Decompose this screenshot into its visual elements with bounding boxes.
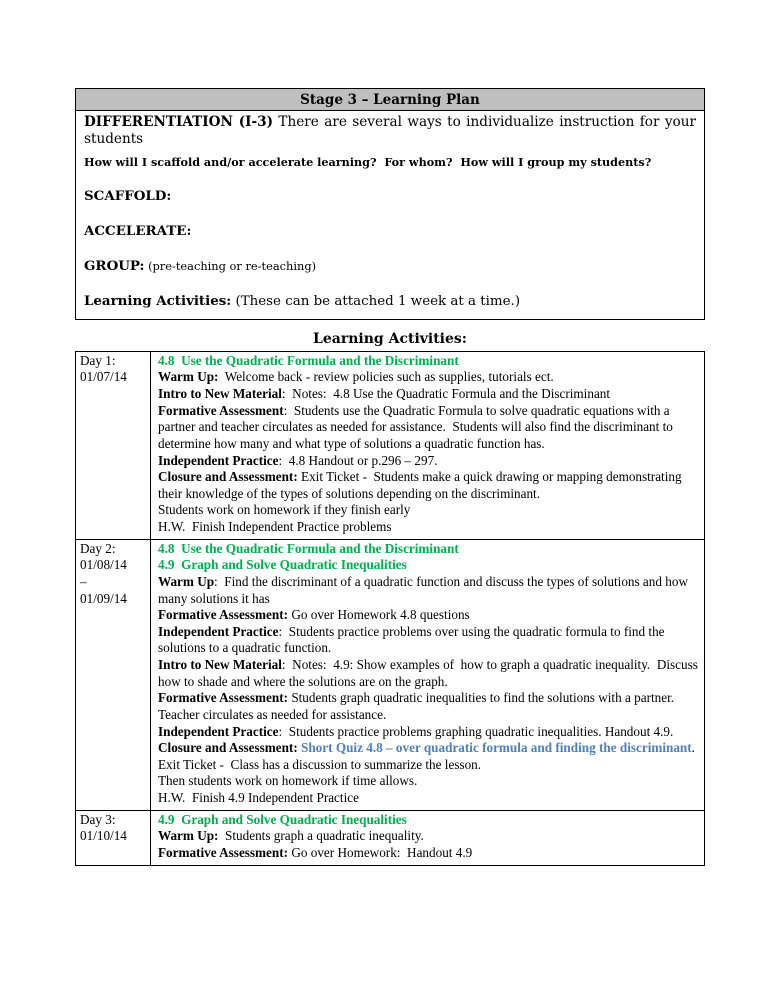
text-run: Then students work on homework if time allows. [158, 773, 418, 789]
stage-table-body [76, 111, 704, 319]
activity-paragraph [158, 519, 698, 536]
text-run: Independent Practice [158, 452, 279, 468]
activity-paragraph [158, 740, 702, 773]
group-note: (pre-teaching or re-teaching) [144, 258, 317, 273]
activity-content-day3 [151, 811, 704, 865]
activity-paragraph [158, 353, 698, 370]
learning-activities-line [84, 293, 696, 309]
text-run: Exit Ticket - Students make a quick drawing or mapping demonstrating their knowledge of the types of solutions depending on the discriminant. [158, 469, 685, 501]
learning-activities-label: Learning Activities: [84, 292, 232, 309]
text-run: H.W. Finish 4.9 Independent Practice [158, 790, 359, 806]
activity-paragraph [158, 845, 698, 862]
activity-paragraph [158, 453, 698, 470]
text-run: Students graph a quadratic inequality. [218, 828, 424, 844]
text-run: Warm Up: [158, 828, 219, 844]
day-label-line: 01/08/14 [80, 557, 127, 573]
text-run: Closure and Assessment: [158, 469, 298, 485]
day-label-line: – [80, 573, 87, 589]
text-run: 4.8 Use the Quadratic Formula and the Discriminant [158, 540, 459, 556]
day-label-line: 01/09/14 [80, 590, 127, 606]
text-run: Formative Assessment: [158, 607, 289, 623]
text-run: Go over Homework 4.8 questions [288, 607, 470, 623]
activity-paragraph [158, 369, 698, 386]
activity-paragraph [158, 502, 698, 519]
text-run: 4.8 Use the Quadratic Formula and the Discriminant [158, 352, 459, 368]
learning-activities-table [75, 351, 705, 866]
day-label-line: 01/07/14 [80, 369, 127, 385]
activity-paragraph [158, 386, 698, 403]
text-run: Warm Up: [158, 369, 219, 385]
group-label: GROUP: [84, 257, 145, 274]
text-run: Go over Homework: Handout 4.9 [288, 844, 473, 860]
activity-paragraph [158, 773, 698, 790]
day-cell-day3 [76, 811, 151, 865]
activity-paragraph [158, 724, 698, 741]
text-run: : Notes: 4.8 Use the Quadratic Formula and the Discriminant [281, 386, 611, 402]
activity-row-day2 [76, 540, 704, 811]
day-label-line: Day 3: [80, 811, 116, 827]
stage-learning-plan-table [75, 88, 705, 320]
activity-paragraph [158, 657, 702, 690]
text-run: Independent Practice [158, 623, 279, 639]
text-run: Formative Assessment [158, 402, 284, 418]
activity-paragraph [158, 541, 698, 558]
text-run: : Find the discriminant of a quadratic function and discuss the types of solutions and how many solutions it has [158, 573, 692, 606]
activity-content-day1 [151, 352, 704, 539]
learning-activities-note: (These can be attached 1 week at a time.) [231, 293, 521, 309]
differentiation-text: There are several ways to individualize instruction for your students [84, 114, 696, 148]
scaffold-question: How will I scaffold and/or accelerate learning? For whom? How will I group my students? [84, 154, 652, 169]
document-page [75, 88, 705, 866]
stage-table-header: Stage 3 – Learning Plan [76, 89, 704, 111]
activity-paragraph [158, 469, 698, 502]
text-run: : Students practice problems over using the quadratic formula to find the solutions to a quadratic function. [158, 623, 668, 656]
activity-content-day2 [151, 540, 704, 810]
text-run: Closure and Assessment: [158, 740, 302, 756]
activity-paragraph [158, 790, 698, 807]
text-run: Intro to New Material [158, 657, 282, 673]
text-run: Short Quiz 4.8 – over quadratic formula and finding the discriminant [301, 740, 692, 756]
text-run: H.W. Finish Independent Practice problems [158, 519, 392, 535]
learning-activities-heading: Learning Activities: [313, 330, 467, 347]
day-label-line: Day 2: [80, 540, 116, 556]
text-run: Intro to New Material [158, 386, 282, 402]
day-label-line: Day 1: [80, 352, 116, 368]
differentiation-label: DIFFERENTIATION (I-3) [84, 114, 274, 130]
text-run: Formative Assessment: [158, 690, 289, 706]
scaffold-label: SCAFFOLD: [84, 187, 172, 204]
text-run: Warm Up [158, 573, 215, 589]
day-cell-day2 [76, 540, 151, 810]
activity-paragraph [158, 812, 698, 829]
text-run: : Notes: 4.9: Show examples of how to graph a quadratic inequality. Discuss how to shade and where the solutions are on the graph. [158, 657, 702, 689]
activity-paragraph [158, 557, 698, 574]
activity-paragraph [158, 828, 698, 845]
accelerate-label: ACCELERATE: [84, 222, 192, 239]
activity-paragraph [158, 607, 698, 624]
text-run: Students work on homework if they finish early [158, 502, 411, 518]
text-run: 4.9 Graph and Solve Quadratic Inequalities [158, 557, 407, 573]
activity-row-day3 [76, 811, 704, 865]
text-run: . Exit Ticket - Class has a discussion to summarize the lesson. [158, 740, 702, 772]
text-run: Independent Practice [158, 723, 279, 739]
text-run: : 4.8 Handout or p.296 – 297. [278, 452, 438, 468]
activity-row-day1 [76, 352, 704, 540]
activity-paragraph [158, 624, 698, 657]
activity-paragraph [158, 574, 698, 607]
text-run: Formative Assessment: [158, 844, 289, 860]
text-run: : Students practice problems graphing quadratic inequalities. Handout 4.9. [278, 723, 674, 739]
text-run: : Students use the Quadratic Formula to solve quadratic equations with a partner and teacher circulates as needed for assistance. Students will also find the discriminant to determine how many and what type of solutions a quadratic function has. [158, 402, 677, 451]
group-line [84, 258, 696, 274]
differentiation-paragraph [84, 114, 696, 149]
activity-paragraph [158, 690, 698, 723]
text-run: 4.9 Graph and Solve Quadratic Inequalities [158, 811, 407, 827]
text-run: Welcome back - review policies such as supplies, tutorials ect. [218, 369, 554, 385]
day-label-line: 01/10/14 [80, 828, 127, 844]
day-cell-day1 [76, 352, 151, 539]
activity-paragraph [158, 403, 698, 453]
text-run: Students graph quadratic inequalities to find the solutions with a partner. Teacher circulates as needed for assistance. [158, 690, 678, 722]
